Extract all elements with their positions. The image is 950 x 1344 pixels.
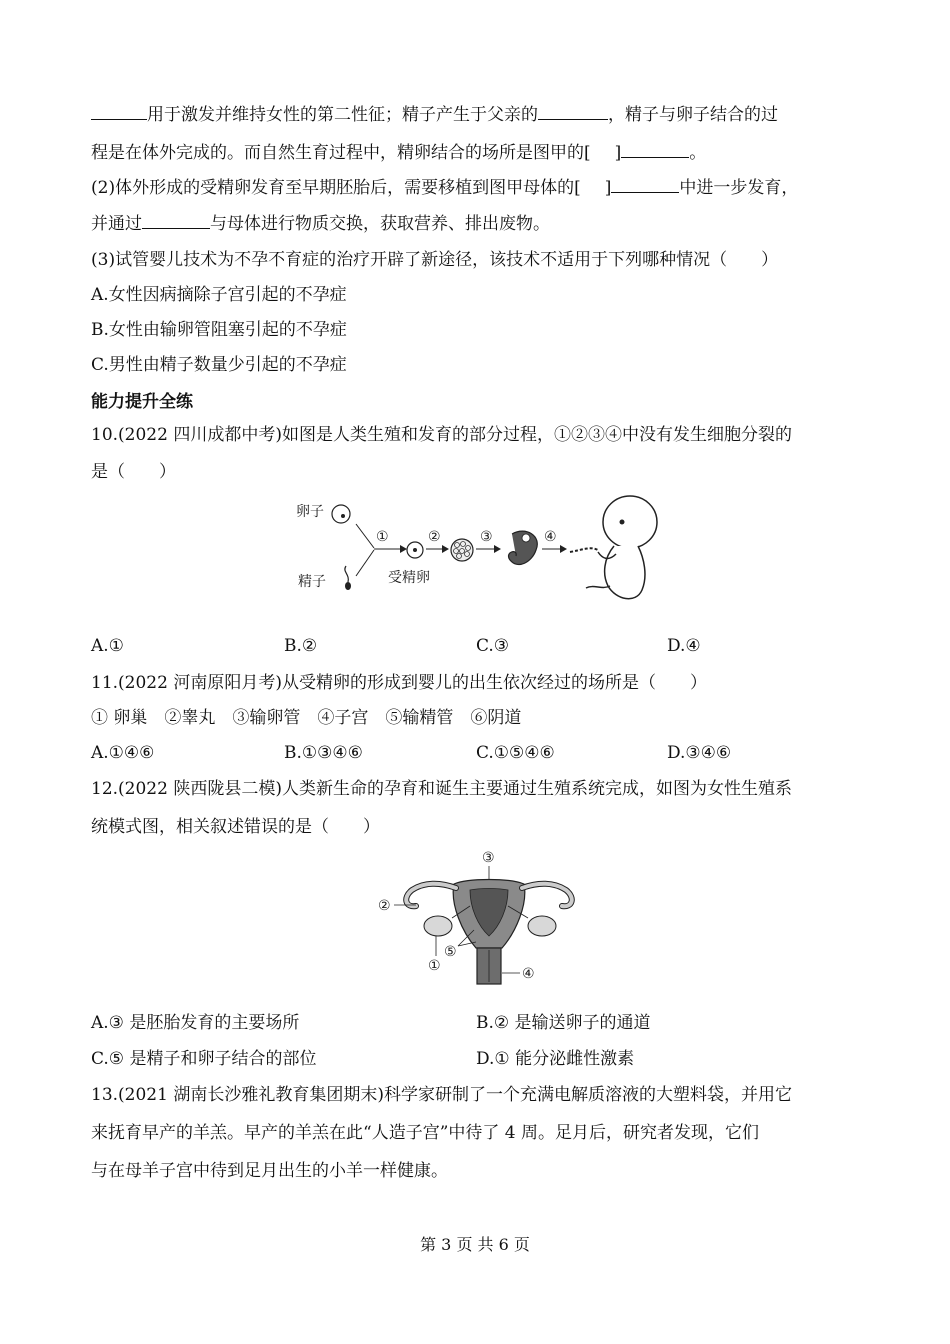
zygote-label: 受精卵 xyxy=(388,570,430,586)
q10-option-a: A.① xyxy=(91,636,124,656)
sperm-cell xyxy=(345,582,351,590)
answer-blank xyxy=(538,103,608,120)
label-2: ② xyxy=(378,898,391,914)
q10-stem-2: 是（ ） xyxy=(91,462,176,482)
ovary-right xyxy=(528,916,556,936)
step-3-label: ③ xyxy=(480,529,493,545)
step-4-label: ④ xyxy=(544,529,557,545)
q10-option-c: C.③ xyxy=(476,636,510,656)
fallopian-tube-right xyxy=(522,884,572,907)
q9-part-3: (3)试管婴儿技术为不孕不育症的治疗开辟了新途径，该技术不适用于下列哪种情况（ ） xyxy=(91,250,779,270)
q9-part-2: (2)体外形成的受精卵发育至早期胚胎后，需要移植到图甲母体的[ ] 中进一步发育， xyxy=(91,178,799,198)
q12-stem-1: 12.(2022 陕西陇县二模)人类新生命的孕育和诞生主要通过生殖系统完成，如图为女性生殖系 xyxy=(91,779,792,799)
egg-label: 卵子 xyxy=(296,504,324,520)
ovary-left xyxy=(424,916,452,936)
q11-option-b: B.①③④⑥ xyxy=(284,743,363,763)
q10-option-b: B.② xyxy=(284,636,318,656)
label-1: ① xyxy=(428,958,441,974)
q10-stem-1: 10.(2022 四川成都中考)如图是人类生殖和发育的部分过程，①②③④中没有发生细胞分裂的 xyxy=(91,425,792,445)
q11-option-c: C.①⑤④⑥ xyxy=(476,743,555,763)
q9-option-c: C.男性由精子数量少引起的不孕症 xyxy=(91,355,347,375)
answer-blank xyxy=(621,141,689,158)
q9-option-a: A.女性因病摘除子宫引起的不孕症 xyxy=(91,285,347,305)
q11-items: ① 卵巢 ②睾丸 ③输卵管 ④子宫 ⑤输精管 ⑥阴道 xyxy=(91,708,522,728)
q10-option-d: D.④ xyxy=(667,636,701,656)
q12-option-c: C.⑤ 是精子和卵子结合的部位 xyxy=(91,1049,317,1069)
female-reproductive-system-figure xyxy=(376,846,576,990)
fallopian-tube-left xyxy=(406,884,456,907)
q12-option-b: B.② 是输送卵子的通道 xyxy=(476,1013,651,1033)
reproduction-process-figure xyxy=(290,488,670,610)
q9-part-2-cont: 并通过 与母体进行物质交换，获取营养、排出废物。 xyxy=(91,214,550,234)
answer-blank xyxy=(91,103,147,120)
step-2-label: ② xyxy=(428,529,441,545)
q9-line-1: 用于激发并维持女性的第二性征；精子产生于父亲的 ，精子与卵子结合的过 xyxy=(91,103,778,125)
answer-blank xyxy=(142,212,210,229)
section-title: 能力提升全练 xyxy=(91,392,193,412)
label-3: ③ xyxy=(482,850,495,866)
q9-option-b: B.女性由输卵管阻塞引起的不孕症 xyxy=(91,320,347,340)
q11-option-d: D.③④⑥ xyxy=(667,743,732,763)
q11-option-a: A.①④⑥ xyxy=(91,743,155,763)
q13-line-3: 与在母羊子宫中待到足月出生的小羊一样健康。 xyxy=(91,1161,448,1181)
page-footer: 第 3 页 共 6 页 xyxy=(420,1235,530,1254)
fetus xyxy=(570,496,657,599)
q12-stem-2: 统模式图，相关叙述错误的是（ ） xyxy=(91,817,380,837)
embryo xyxy=(508,531,537,564)
label-4: ④ xyxy=(522,966,535,982)
egg-cell xyxy=(332,505,350,523)
sperm-label: 精子 xyxy=(298,574,326,590)
q13-line-2: 来抚育早产的羊羔。早产的羊羔在此“人造子宫”中待了 4 周。足月后，研究者发现，它们 xyxy=(91,1123,760,1143)
blastocyst xyxy=(451,539,473,561)
label-5: ⑤ xyxy=(444,944,457,960)
uterus xyxy=(453,880,525,985)
q9-line-2: 程是在体外完成的。而自然生育过程中，精卵结合的场所是图甲的[ ] 。 xyxy=(91,143,707,163)
q12-option-d: D.① 能分泌雌性激素 xyxy=(476,1049,635,1069)
q11-stem: 11.(2022 河南原阳月考)从受精卵的形成到婴儿的出生依次经过的场所是（ ） xyxy=(91,673,707,693)
q13-line-1: 13.(2021 湖南长沙雅礼教育集团期末)科学家研制了一个充满电解质溶液的大塑料袋，并用它 xyxy=(91,1085,792,1105)
answer-blank xyxy=(611,176,679,193)
step-1-label: ① xyxy=(376,529,389,545)
q12-option-a: A.③ 是胚胎发育的主要场所 xyxy=(91,1013,300,1033)
